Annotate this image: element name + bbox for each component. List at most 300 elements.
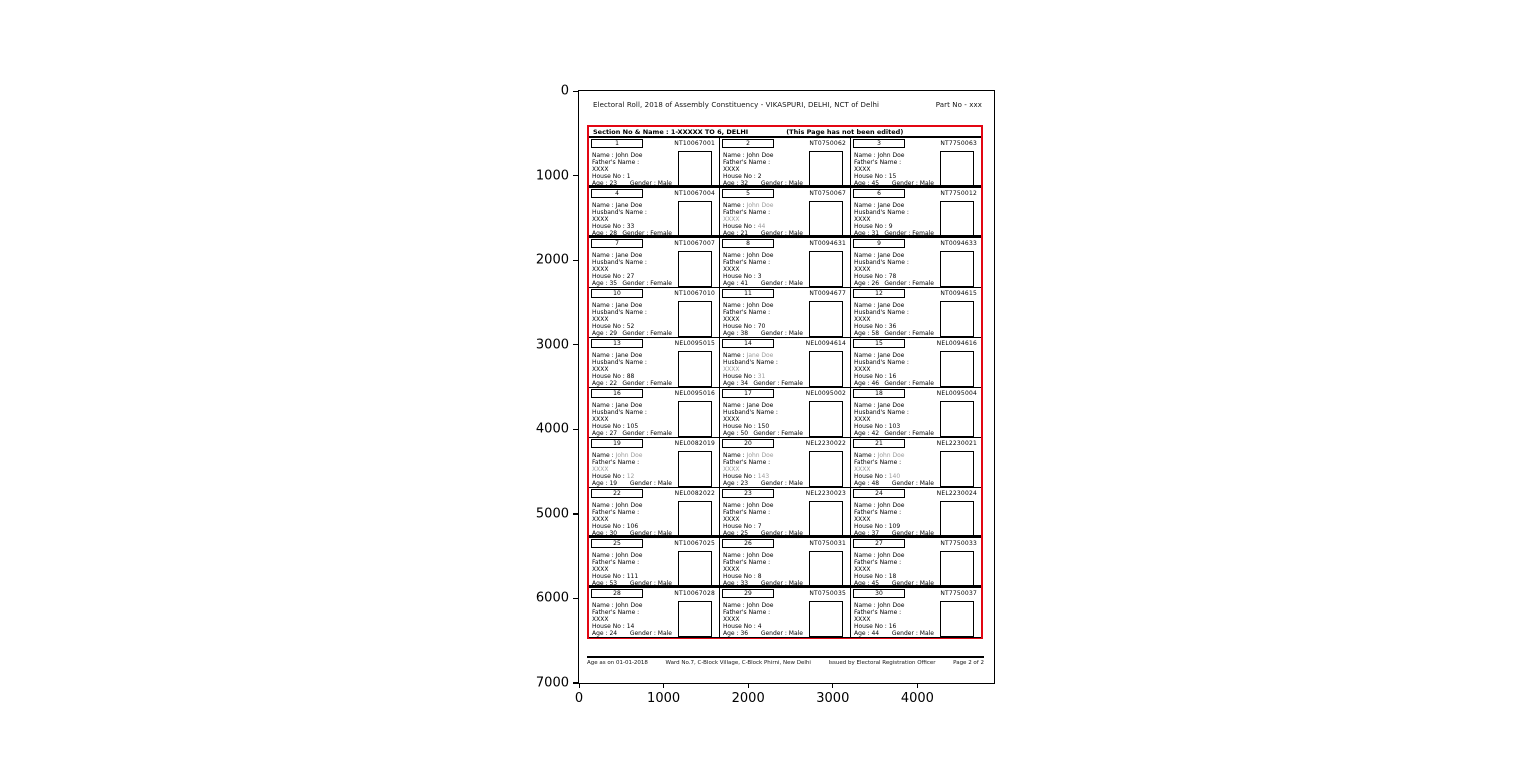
x-tick-mark: [663, 683, 664, 688]
epic-value: NT10067004: [674, 190, 715, 197]
age-gender-line: [723, 630, 803, 637]
age-gender-line: [592, 580, 672, 585]
relation-value: XXXX: [854, 165, 871, 173]
epic-value: NEL2230021: [936, 440, 977, 447]
relation-label: Husband's Name :: [592, 209, 647, 216]
serial-value: 23: [744, 490, 752, 497]
name-label: Name :: [854, 402, 878, 409]
serial-number: [853, 489, 905, 498]
voter-card: [589, 438, 720, 487]
gender-pair: Gender : Female: [622, 230, 672, 235]
footer-page-number: Page 2 of 2: [953, 660, 984, 666]
voter-card: [720, 188, 851, 235]
name-value: Jane Doe: [877, 402, 905, 409]
age-gender-line: [592, 180, 672, 185]
house-value: 2: [757, 173, 762, 180]
house-value: 31: [757, 373, 766, 380]
relation-label: Father's Name :: [723, 559, 771, 566]
name-label: Name :: [592, 502, 616, 509]
house-value: 27: [626, 273, 635, 280]
serial-value: 30: [875, 590, 883, 597]
epic-value: NT7750063: [940, 140, 977, 147]
house-line: [854, 523, 900, 530]
photo-placeholder: [940, 201, 974, 235]
name-label: Name :: [854, 552, 878, 559]
serial-number: [853, 439, 905, 448]
photo-placeholder: [678, 251, 712, 287]
house-label: House No :: [592, 273, 627, 280]
epic-number: [809, 540, 846, 547]
relation-value: XXXX: [592, 565, 609, 573]
y-tick-label: 7000: [535, 675, 569, 691]
name-value: John Doe: [615, 452, 643, 459]
serial-number: [853, 239, 905, 248]
gender-pair: Gender : Male: [629, 630, 672, 637]
voter-card: [720, 588, 851, 637]
age-pair: Age : 28: [592, 230, 618, 235]
name-line: [723, 502, 773, 509]
house-value: 143: [757, 473, 770, 480]
voter-card: [851, 238, 981, 287]
epic-number: [806, 490, 846, 497]
house-value: 150: [757, 423, 770, 430]
voter-card: [720, 538, 851, 585]
epic-value: NEL0095015: [674, 340, 715, 347]
name-line: [592, 202, 642, 209]
house-value: 88: [626, 373, 635, 380]
age-gender-line: [592, 330, 672, 337]
name-line: [592, 602, 642, 609]
relation-value: XXXX: [723, 215, 740, 223]
serial-value: 6: [877, 190, 881, 197]
relation-value: XXXX: [592, 465, 609, 473]
voter-card: [589, 388, 720, 437]
serial-number: [853, 339, 905, 348]
x-tick-mark: [832, 683, 833, 688]
epic-number: [809, 140, 846, 147]
gender-pair: Gender : Male: [760, 280, 803, 287]
age-gender-line: [723, 330, 803, 337]
relation-value: XXXX: [723, 565, 740, 573]
house-label: House No :: [723, 223, 758, 230]
name-label: Name :: [592, 202, 616, 209]
name-line: [592, 552, 642, 559]
gender-pair: Gender : Female: [753, 430, 803, 437]
name-line: [723, 152, 773, 159]
house-label: House No :: [854, 273, 889, 280]
epic-value: NT7750033: [940, 540, 977, 547]
photo-placeholder: [809, 301, 843, 337]
photo-placeholder: [809, 351, 843, 387]
age-pair: Age : 58: [854, 330, 880, 337]
epic-value: NEL0082022: [674, 490, 715, 497]
relation-label: Husband's Name :: [854, 409, 909, 416]
epic-value: NT0750031: [809, 540, 846, 547]
relation-line: [592, 160, 650, 173]
relation-line: [854, 410, 912, 423]
gender-pair: Gender : Female: [884, 380, 934, 387]
name-value: Jane Doe: [877, 252, 905, 259]
relation-label: Husband's Name :: [592, 409, 647, 416]
relation-label: Father's Name :: [592, 509, 640, 516]
serial-value: 29: [744, 590, 752, 597]
epic-value: NT0094615: [940, 290, 977, 297]
name-label: Name :: [592, 452, 616, 459]
name-line: [854, 252, 904, 259]
name-label: Name :: [723, 152, 747, 159]
y-tick-mark: [573, 344, 578, 345]
age-pair: Age : 45: [854, 180, 880, 185]
epic-value: NEL0094616: [936, 340, 977, 347]
age-gender-line: [854, 580, 934, 585]
serial-number: [591, 539, 643, 548]
age-gender-line: [723, 280, 803, 287]
name-line: [592, 302, 642, 309]
name-line: [592, 502, 642, 509]
serial-value: 19: [613, 440, 621, 447]
relation-label: Father's Name :: [854, 509, 902, 516]
name-label: Name :: [592, 552, 616, 559]
age-pair: Age : 44: [854, 630, 880, 637]
name-line: [723, 352, 773, 359]
age-gender-line: [592, 630, 672, 637]
relation-label: Husband's Name :: [854, 309, 909, 316]
relation-label: Father's Name :: [723, 209, 771, 216]
relation-line: [723, 610, 781, 623]
epic-value: NEL2230024: [936, 490, 977, 497]
serial-number: [853, 539, 905, 548]
relation-value: XXXX: [592, 165, 609, 173]
house-line: [723, 573, 762, 580]
epic-number: [674, 190, 715, 197]
name-line: [723, 552, 773, 559]
y-tick-label: 5000: [535, 506, 569, 522]
gender-pair: Gender : Female: [622, 430, 672, 437]
house-label: House No :: [723, 523, 758, 530]
section-name: Section No & Name : 1-XXXXX TO 6, DELHI: [593, 127, 749, 136]
gender-pair: Gender : Male: [760, 330, 803, 337]
photo-placeholder: [809, 551, 843, 585]
relation-label: Father's Name :: [723, 259, 771, 266]
photo-placeholder: [940, 151, 974, 185]
epic-number: [674, 140, 715, 147]
voter-card: [720, 388, 851, 437]
relation-line: [723, 260, 781, 273]
name-line: [723, 402, 773, 409]
plot-axes: [535, 83, 995, 706]
serial-number: [722, 389, 774, 398]
age-gender-line: [854, 330, 934, 337]
voter-card: [851, 188, 981, 235]
house-label: House No :: [592, 623, 627, 630]
relation-label: Husband's Name :: [592, 259, 647, 266]
epic-value: NT0750035: [809, 590, 846, 597]
epic-value: NEL0094614: [805, 340, 846, 347]
age-gender-line: [854, 180, 934, 185]
name-label: Name :: [854, 302, 878, 309]
photo-placeholder: [678, 201, 712, 235]
age-gender-line: [592, 280, 672, 287]
voter-card: [589, 138, 720, 185]
house-line: [723, 523, 762, 530]
name-label: Name :: [854, 352, 878, 359]
x-tick-mark: [748, 683, 749, 688]
relation-label: Father's Name :: [592, 559, 640, 566]
relation-value: XXXX: [854, 415, 871, 423]
house-label: House No :: [723, 373, 758, 380]
relation-line: [723, 560, 781, 573]
photo-placeholder: [678, 351, 712, 387]
voter-card: [720, 138, 851, 185]
house-label: House No :: [592, 423, 627, 430]
highlighted-section: [587, 125, 983, 639]
house-value: 14: [626, 623, 635, 630]
gender-pair: Gender : Male: [891, 530, 934, 535]
gender-pair: Gender : Male: [891, 580, 934, 585]
name-value: John Doe: [615, 152, 643, 159]
relation-label: Father's Name :: [854, 459, 902, 466]
voter-card: [589, 588, 720, 637]
house-label: House No :: [592, 173, 627, 180]
name-value: Jane Doe: [615, 402, 643, 409]
epic-number: [937, 340, 977, 347]
name-value: John Doe: [877, 452, 905, 459]
name-line: [723, 302, 773, 309]
name-label: Name :: [854, 202, 878, 209]
epic-value: NT10067010: [674, 290, 715, 297]
voter-card: [851, 288, 981, 337]
name-line: [854, 602, 904, 609]
age-pair: Age : 53: [592, 580, 618, 585]
roll-title: Electoral Roll, 2018 of Assembly Constituency - VIKASPURI, DELHI, NCT of Delhi: [593, 101, 880, 109]
age-gender-line: [854, 430, 934, 437]
name-label: Name :: [854, 502, 878, 509]
relation-line: [854, 260, 912, 273]
relation-line: [854, 610, 912, 623]
relation-value: XXXX: [854, 515, 871, 523]
house-value: 9: [888, 223, 893, 230]
house-value: 3: [757, 273, 762, 280]
name-line: [723, 252, 773, 259]
name-line: [854, 552, 904, 559]
name-label: Name :: [723, 202, 747, 209]
name-label: Name :: [592, 352, 616, 359]
age-gender-line: [723, 380, 803, 387]
name-value: Jane Doe: [877, 352, 905, 359]
house-line: [592, 173, 631, 180]
age-pair: Age : 31: [854, 230, 880, 235]
relation-line: [854, 310, 912, 323]
name-label: Name :: [854, 452, 878, 459]
house-label: House No :: [854, 173, 889, 180]
relation-label: Husband's Name :: [723, 409, 778, 416]
house-label: House No :: [723, 473, 758, 480]
name-line: [592, 352, 642, 359]
house-label: House No :: [854, 523, 889, 530]
gender-pair: Gender : Male: [760, 230, 803, 235]
serial-value: 17: [744, 390, 752, 397]
voter-card: [589, 238, 720, 287]
age-gender-line: [723, 480, 803, 487]
name-label: Name :: [723, 302, 747, 309]
house-line: [854, 223, 893, 230]
photo-placeholder: [940, 401, 974, 437]
serial-number: [722, 189, 774, 198]
y-tick-label: 3000: [535, 337, 569, 353]
house-line: [854, 373, 896, 380]
epic-number: [675, 390, 715, 397]
voter-card: [851, 438, 981, 487]
serial-number: [722, 489, 774, 498]
epic-number: [937, 440, 977, 447]
epic-number: [940, 540, 977, 547]
gender-pair: Gender : Female: [622, 280, 672, 287]
relation-value: XXXX: [723, 515, 740, 523]
house-line: [592, 273, 634, 280]
serial-number: [591, 589, 643, 598]
epic-value: NT10067001: [674, 140, 715, 147]
y-tick-mark: [573, 260, 578, 261]
serial-value: 1: [615, 140, 619, 147]
age-pair: Age : 45: [854, 580, 880, 585]
house-line: [592, 223, 634, 230]
age-pair: Age : 30: [592, 530, 618, 535]
relation-value: XXXX: [723, 615, 740, 623]
serial-number: [591, 139, 643, 148]
section-note: (This Page has not been edited): [786, 127, 904, 136]
serial-number: [591, 289, 643, 298]
name-value: John Doe: [746, 552, 774, 559]
gender-pair: Gender : Male: [760, 630, 803, 637]
serial-value: 26: [744, 540, 752, 547]
house-value: 15: [888, 173, 897, 180]
epic-number: [675, 440, 715, 447]
photo-placeholder: [940, 601, 974, 637]
relation-value: XXXX: [854, 265, 871, 273]
age-pair: Age : 22: [592, 380, 618, 387]
house-value: 12: [626, 473, 635, 480]
age-pair: Age : 29: [592, 330, 618, 337]
photo-placeholder: [809, 501, 843, 535]
relation-label: Father's Name :: [723, 159, 771, 166]
house-label: House No :: [592, 573, 627, 580]
photo-placeholder: [809, 201, 843, 235]
epic-value: NT7750037: [940, 590, 977, 597]
house-line: [592, 323, 634, 330]
name-value: John Doe: [746, 152, 774, 159]
name-label: Name :: [854, 252, 878, 259]
house-label: House No :: [592, 473, 627, 480]
serial-value: 4: [615, 190, 619, 197]
house-line: [854, 473, 900, 480]
age-gender-line: [592, 430, 672, 437]
age-pair: Age : 19: [592, 480, 618, 487]
house-value: 140: [888, 473, 901, 480]
relation-label: Father's Name :: [592, 609, 640, 616]
x-tick-label: 2000: [731, 691, 765, 706]
house-line: [592, 523, 638, 530]
epic-number: [940, 240, 977, 247]
serial-number: [853, 589, 905, 598]
relation-value: XXXX: [723, 265, 740, 273]
voter-card: [851, 538, 981, 585]
x-tick-mark: [579, 683, 580, 688]
serial-value: 8: [746, 240, 750, 247]
document-footer: [587, 656, 984, 666]
serial-number: [591, 239, 643, 248]
gender-pair: Gender : Female: [753, 380, 803, 387]
house-label: House No :: [592, 223, 627, 230]
epic-value: NT0750067: [809, 190, 846, 197]
voter-card: [851, 338, 981, 387]
x-tick-label: 1000: [647, 691, 681, 706]
relation-value: XXXX: [854, 365, 871, 373]
gender-pair: Gender : Male: [760, 180, 803, 185]
serial-value: 12: [875, 290, 883, 297]
gender-pair: Gender : Male: [891, 630, 934, 637]
relation-value: XXXX: [854, 215, 871, 223]
relation-label: Husband's Name :: [854, 259, 909, 266]
voter-card-row: [589, 538, 981, 588]
name-value: Jane Doe: [615, 352, 643, 359]
x-tick-label: 3000: [816, 691, 850, 706]
name-value: John Doe: [746, 502, 774, 509]
name-line: [723, 202, 773, 209]
voter-card: [589, 538, 720, 585]
epic-number: [806, 440, 846, 447]
voter-card: [851, 488, 981, 535]
voter-card-grid: [589, 138, 981, 638]
epic-number: [940, 590, 977, 597]
photo-placeholder: [809, 251, 843, 287]
name-label: Name :: [854, 152, 878, 159]
voter-card-row: [589, 588, 981, 638]
house-label: House No :: [723, 273, 758, 280]
photo-placeholder: [940, 351, 974, 387]
y-tick-label: 6000: [535, 590, 569, 606]
house-value: 8: [757, 573, 762, 580]
name-value: Jane Doe: [877, 302, 905, 309]
name-value: Jane Doe: [746, 402, 774, 409]
relation-value: XXXX: [723, 365, 740, 373]
y-tick-label: 1000: [535, 168, 569, 184]
gender-pair: Gender : Male: [760, 480, 803, 487]
name-line: [592, 452, 642, 459]
age-gender-line: [854, 280, 934, 287]
photo-placeholder: [678, 501, 712, 535]
serial-number: [853, 289, 905, 298]
y-tick-mark: [573, 682, 578, 683]
relation-line: [592, 210, 650, 223]
name-value: Jane Doe: [615, 252, 643, 259]
house-label: House No :: [854, 473, 889, 480]
serial-value: 9: [877, 240, 881, 247]
photo-placeholder: [678, 551, 712, 585]
age-gender-line: [723, 180, 803, 185]
epic-number: [674, 540, 715, 547]
name-value: John Doe: [877, 152, 905, 159]
gender-pair: Gender : Female: [884, 330, 934, 337]
epic-number: [940, 290, 977, 297]
name-line: [854, 152, 904, 159]
age-pair: Age : 33: [723, 580, 749, 585]
relation-line: [592, 610, 650, 623]
y-tick-label: 0: [560, 83, 569, 99]
house-label: House No :: [592, 323, 627, 330]
epic-number: [809, 290, 846, 297]
gender-pair: Gender : Male: [629, 530, 672, 535]
epic-number: [937, 390, 977, 397]
